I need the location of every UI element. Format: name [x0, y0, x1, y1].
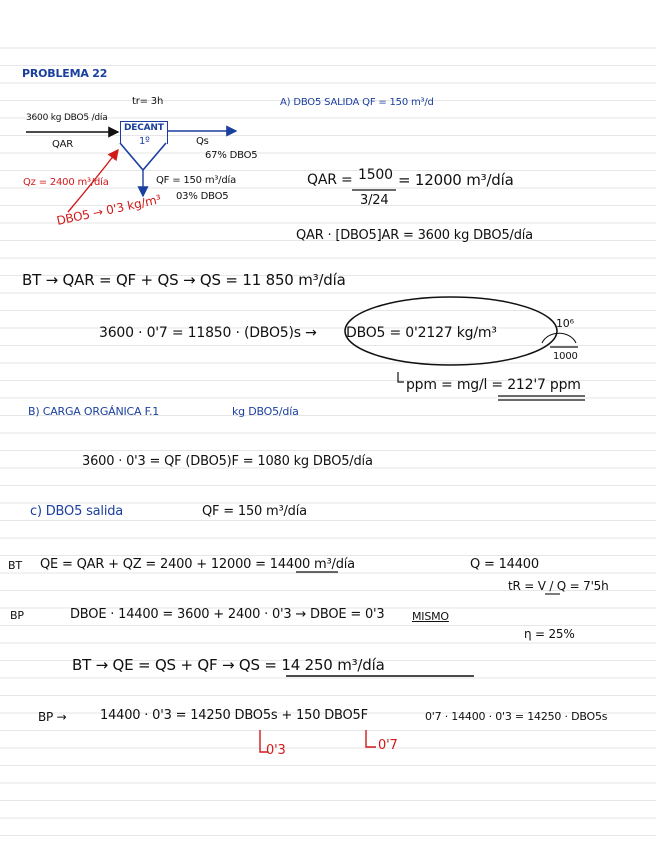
red-note-07: 0'7 — [378, 738, 398, 753]
qf-removal: 03% DBO5 — [176, 191, 229, 202]
part-b-equation: 3600 · 0'3 = QF (DBO5)F = 1080 kg DBO5/día — [82, 454, 373, 469]
tr-label: tr= 3h — [132, 96, 164, 107]
bp-balance-a: 3600 · 0'7 = 11850 · (DBO5)s → — [99, 325, 317, 341]
mismo-note: MISMO — [412, 610, 449, 623]
feed-load-label: 3600 kg DBO5 /día — [26, 113, 108, 123]
bt-equation-c: QE = QAR + QZ = 2400 + 12000 = 14400 m³/día — [40, 557, 355, 572]
bt-balance-a: BT → QAR = QF + QS → QS = 11 850 m³/día — [22, 271, 346, 289]
part-b-units: kg DBO5/día — [232, 405, 299, 418]
qs-label: Qs — [196, 136, 209, 147]
qz-label: Qz = 2400 m³/día — [23, 177, 109, 188]
part-c-qf: QF = 150 m³/día — [202, 504, 307, 519]
decanter-number: 1º — [139, 136, 150, 147]
bt-label-c: BT — [8, 559, 22, 572]
mass-load-eq: QAR · [DBO5]AR = 3600 kg DBO5/día — [296, 228, 533, 243]
decanter-label: DECANT — [124, 123, 164, 133]
factor-numerator: 10⁶ — [556, 317, 574, 330]
qar-lhs: QAR = — [307, 172, 353, 188]
qar-rhs: = 12000 m³/día — [398, 171, 514, 189]
qar-numerator: 1500 — [358, 167, 393, 183]
factor-denominator: 1000 — [553, 351, 578, 362]
dbo-result: DBO5 = 0'2127 kg/m³ — [346, 325, 497, 341]
feed-flow-label: QAR — [52, 139, 74, 150]
bp-equation-c: DBOE · 14400 = 3600 + 2400 · 0'3 → DBOE = 0'3 — [70, 607, 385, 622]
qar-denominator: 3/24 — [360, 193, 389, 208]
q-note: Q = 14400 — [470, 557, 539, 572]
bt-equation-c2: BT → QE = QS + QF → QS = 14 250 m³/día — [72, 656, 385, 674]
qs-removal: 67% DBO5 — [205, 150, 258, 161]
bp-label-c2: BP → — [38, 710, 67, 724]
part-a-heading: A) DBO5 SALIDA QF = 150 m³/d — [280, 97, 434, 108]
bp-equation-c2-right: 0'7 · 14400 · 0'3 = 14250 · DBO5s — [425, 710, 608, 723]
eta-note: η = 25% — [524, 627, 575, 641]
problem-title: PROBLEMA 22 — [22, 67, 108, 80]
part-b-heading: B) CARGA ORGÁNICA F.1 — [28, 405, 160, 418]
bp-label-c: BP — [10, 609, 24, 622]
qf-label: QF = 150 m³/día — [156, 175, 236, 186]
red-note-03: 0'3 — [266, 743, 286, 758]
ppm-result: ppm = mg/l = 212'7 ppm — [406, 377, 581, 393]
bp-equation-c2: 14400 · 0'3 = 14250 DBO5s + 150 DBO5F — [100, 708, 368, 723]
dbo-z-label: DBO5 → 0'3 kg/m³ — [55, 192, 163, 228]
part-c-heading: c) DBO5 salida — [30, 504, 124, 519]
tr-note: tR = V / Q = 7'5h — [508, 579, 609, 593]
